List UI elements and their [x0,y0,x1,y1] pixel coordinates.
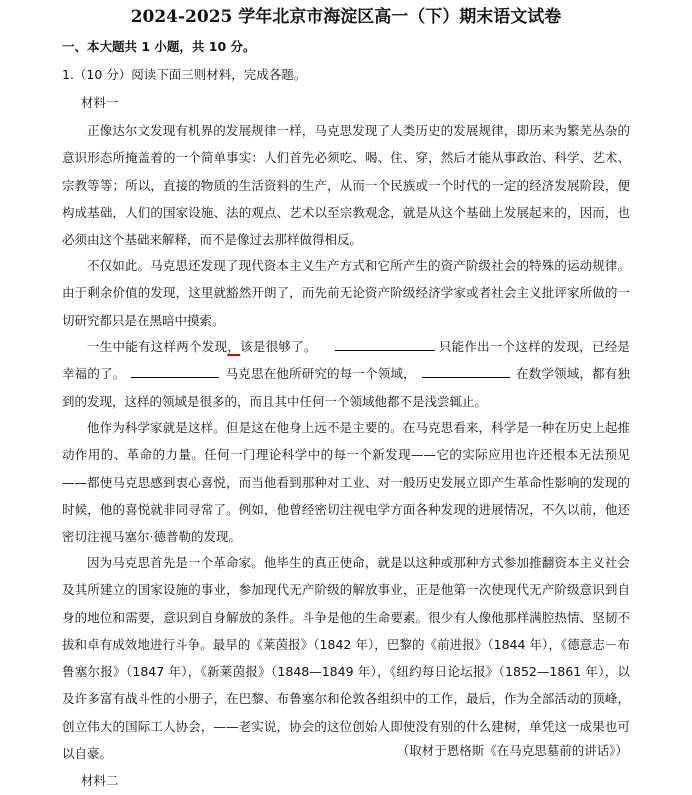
paragraph-3-part2: 该是很够了。 [240,339,317,354]
section-heading: 一、本大题共 1 小题，共 10 分。 [62,39,256,54]
fill-blank-2[interactable] [131,363,219,378]
question-intro: 1.（10 分）阅读下面三则材料，完成各题。 [62,67,307,82]
source-citation: （取材于恩格斯《在马克思墓前的讲话》） [396,743,628,758]
paragraph-2: 不仅如此。马克思还发现了现代资本主义生产方式和它所产生的资产阶级社会的特殊的运动规律。由于剩余价值的发现，这里就豁然开朗了，而先前无论资产阶级经济学家或者社会主义批评家所做的一切研究都只是在黑暗中摸索。 [62,258,630,328]
exam-title: 2024-2025 学年北京市海淀区高一（下）期末语文试卷 [130,7,562,27]
paragraph-3-part3: 只能作出一个这样的发现，已经是幸福的了。 [62,339,630,382]
material2-label: 材料二 [81,773,119,788]
paragraph-5: 因为马克思首先是一个革命家。他毕生的真正使命，就是以这种或那种方式参加推翻资本主义社会及其所建立的国家设施的事业，参加现代无产阶级的解放事业，正是他第一次使现代无产阶级意识到自身的地位和需要，意识到自身解放的条件。斗争是他的生命要素。很少有人像他那样满腔热情、坚韧不拔和卓有成效地进行斗争。最早的《莱茵报》（1842 年），巴黎的《前进报》（1844 年），《德意志－布鲁塞尔报》（1847 年），《新莱茵报》（1848—1849 年），《纽约每日论坛报》（1852—1861 年），以及许多富有战斗性的小册子，在巴黎、布鲁塞尔和伦敦各组织中的工作，最后，作为全部活动的顶峰，创立伟大的国际工人协会，——老实说，协会的这位创始人即使没有别的什么建树，单凭这一成果也可以自豪。 [62,555,630,762]
comma-mark: ， [227,339,241,354]
paragraph-3-part4: 马克思在他所研究的每一个领域， [225,366,416,382]
paragraph-3-part5: 在数学领域，都有独到的发现，这样的领域是很多的，而且其中任何一个领域他都不是浅尝辄止。 [62,366,630,409]
paragraph-1: 正像达尔文发现有机界的发展规律一样，马克思发现了人类历史的发展规律，即历来为繁芜丛杂的意识形态所掩盖着的一个简单事实：人们首先必须吃、喝、住、穿，然后才能从事政治、科学、艺术、宗教等等；所以，直接的物质的生活资料的生产，从而一个民族或一个时代的一定的经济发展阶段，便构成基础，人们的国家设施、法的观点、艺术以至宗教观念，就是从这个基础上发展起来的，因而，也必须由这个基础来解释，而不是像过去那样做得相反。 [62,123,630,248]
paragraph-3-part1: 一生中能有这样两个发现 [87,339,228,354]
material1-label: 材料一 [81,95,119,110]
paragraph-3 [62,333,630,415]
fill-blank-3[interactable] [422,363,510,378]
fill-blank-1[interactable] [335,336,435,351]
paragraph-4: 他作为科学家就是这样。但是这在他身上远不是主要的。在马克思看来，科学是一种在历史上起推动作用的、革命的力量。任何一门理论科学中的每一个新发现——它的实际应用也许还根本无法预见——都使马克思感到衷心喜悦，而当他看到那种对工业、对一般历史发展立即产生革命性影响的发现的时候，他的喜悦就非同寻常了。例如，他曾经密切注视电学方面各种发现的进展情况，不久以前，他还密切注视马塞尔·德普勒的发现。 [62,420,630,545]
